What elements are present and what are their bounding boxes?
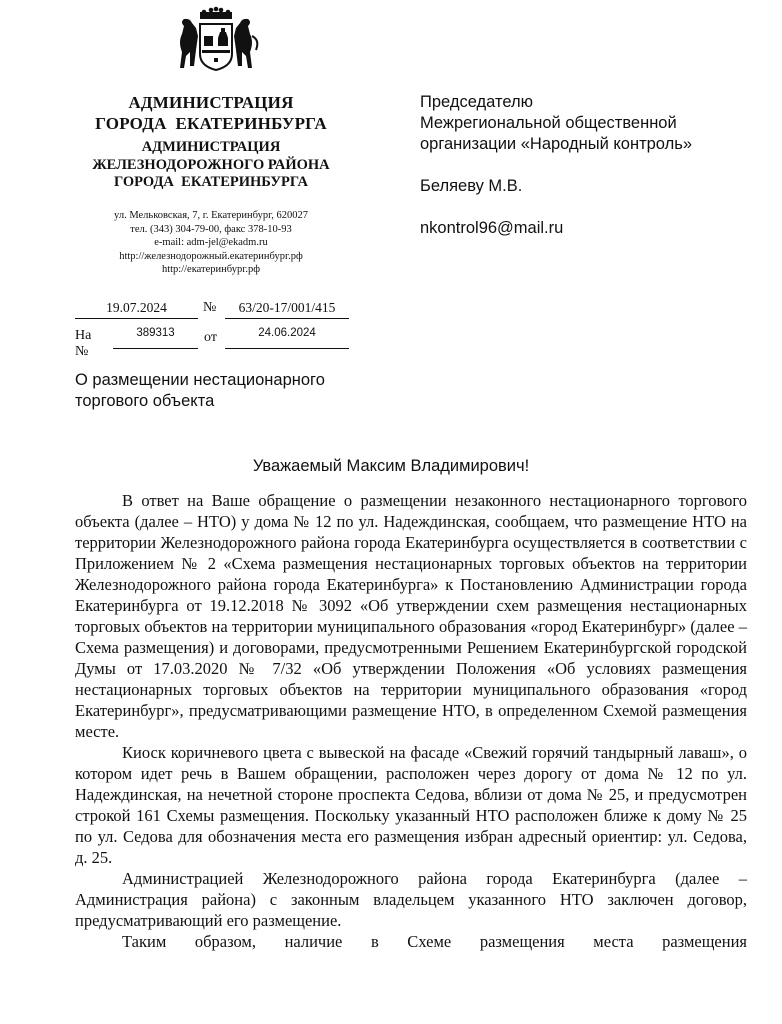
contact-block bbox=[70, 209, 352, 277]
admin-title-line2: ГОРОДА ЕКАТЕРИНБУРГА bbox=[95, 114, 327, 133]
coat-of-arms-emblem bbox=[170, 6, 262, 74]
contact-phone: тел. (343) 304-79-00, факс 378-10-93 bbox=[130, 223, 292, 235]
subject-line1: О размещении нестационарного bbox=[75, 371, 325, 389]
reference-number-underline bbox=[113, 348, 198, 349]
body-paragraph-4: Таким образом, наличие в Схеме размещения места размещения bbox=[122, 932, 747, 951]
outgoing-number-label: № bbox=[203, 300, 217, 315]
letter-subject bbox=[75, 370, 325, 412]
contact-website-city: http://екатеринбург.рф bbox=[161, 264, 261, 276]
recipient-position: Председателю bbox=[420, 93, 533, 111]
outgoing-number-underline bbox=[225, 318, 349, 319]
district-title-line1: АДМИНИСТРАЦИЯ bbox=[141, 139, 281, 155]
recipient-email: nkontrol96@mail.ru bbox=[420, 219, 564, 237]
body-paragraph-3: Администрацией Железнодорожного района города Екатеринбурга (далее – Администрация района) с законным владельцем указанного НТО заключен договор, предусматривающий его размещение. bbox=[75, 869, 747, 930]
body-paragraph-2: Киоск коричневого цвета с вывеской на фасаде «Свежий горячий тандырный лаваш», о котором идет речь в Вашем обращении, расположен через дорогу от дома № 12 по ул. Надеждинская, на нечетной стороне проспекта Седова, вблизи от дома № 25, и предусмотрен строкой 161 Схемы размещения. Поскольку указанный НТО расположен ближе к дому № 25 по ул. Седова для обозначения места его размещения избран адресный ориентир: ул. Седова, д. 25. bbox=[75, 743, 747, 867]
district-title-line2: ЖЕЛЕЗНОДОРОЖНОГО РАЙОНА bbox=[92, 156, 330, 173]
reference-number: 389313 bbox=[136, 327, 175, 339]
contact-email: e-mail: adm-jel@ekadm.ru bbox=[154, 237, 268, 249]
recipient-name: Беляеву М.В. bbox=[420, 177, 523, 195]
reference-date: 24.06.2024 bbox=[258, 327, 316, 339]
contact-address: ул. Мельковская, 7, г. Екатеринбург, 620027 bbox=[114, 210, 308, 221]
reference-date-label: от bbox=[204, 330, 217, 345]
district-title-line3: ГОРОДА ЕКАТЕРИНБУРГА bbox=[113, 174, 308, 190]
coat-of-arms-icon bbox=[170, 6, 262, 74]
city-administration-title bbox=[70, 92, 352, 134]
reference-date-underline bbox=[225, 348, 349, 349]
outgoing-date-underline bbox=[75, 318, 198, 319]
contact-website-district: http://железнодорожный.екатеринбург.рф bbox=[119, 250, 303, 262]
outgoing-number: 63/20-17/001/415 bbox=[238, 300, 336, 315]
body-paragraph-1: В ответ на Ваше обращение о размещении незаконного нестационарного торгового объекта (далее – НТО) у дома № 12 по ул. Надеждинская, сообщаем, что размещение НТО на территории Железнодорожного района города Екатеринбурга осуществляется в соответствии с Приложением № 2 «Схема размещения нестационарных торговых объектов на территории Железнодорожного района города Екатеринбурга» к Постановлению Администрации города Екатеринбурга от 19.12.2018 № 3092 «Об утверждении схем размещения нестационарных торговых объектов на территории муниципального образования «город Екатеринбург» (далее – Схема размещения) и договорами, предусмотренными Решением Екатеринбургской городской Думы от 17.03.2020 № 7/32 «Об утверждении Положения «Об условиях размещения нестационарных торговых объектов на территории муниципального образования «город Екатеринбург», предусматривающими размещение НТО, в определенном Схемой размещения месте. bbox=[75, 491, 747, 741]
admin-title-line1: АДМИНИСТРАЦИЯ bbox=[128, 93, 294, 112]
recipient-organization-line2: организации «Народный контроль» bbox=[420, 135, 693, 153]
recipient-organization-line1: Межрегиональной общественной bbox=[420, 114, 677, 132]
reference-number-label: На № bbox=[75, 328, 92, 359]
district-administration-title bbox=[70, 139, 352, 192]
recipient-block bbox=[420, 92, 750, 239]
greeting: Уважаемый Максим Владимирович! bbox=[252, 457, 530, 475]
letter-body bbox=[75, 490, 747, 952]
subject-line2: торгового объекта bbox=[75, 392, 215, 410]
outgoing-date: 19.07.2024 bbox=[106, 300, 167, 315]
